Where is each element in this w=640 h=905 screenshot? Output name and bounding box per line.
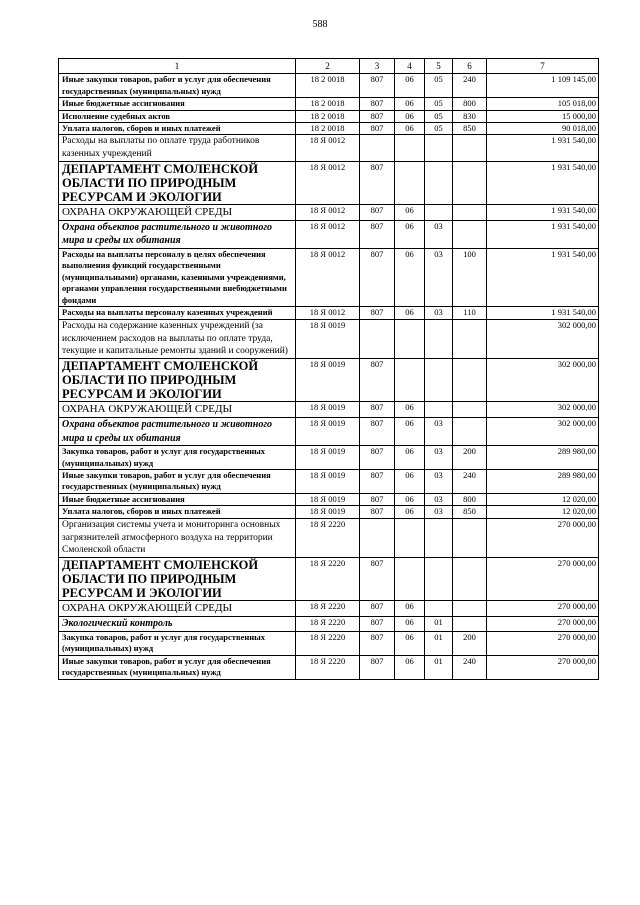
amount: 270 000,00	[487, 518, 599, 557]
table-row	[59, 631, 599, 655]
expense-type-code: 850	[453, 123, 487, 135]
amount: 1 931 540,00	[487, 162, 599, 205]
section-code: 06	[395, 205, 425, 221]
row-name: Уплата налогов, сборов и иных платежей	[59, 123, 296, 135]
table-row	[59, 98, 599, 110]
amount: 1 931 540,00	[487, 307, 599, 319]
header-row	[59, 59, 599, 74]
amount: 15 000,00	[487, 110, 599, 122]
amount: 289 980,00	[487, 469, 599, 493]
expense-type-code: 830	[453, 110, 487, 122]
table-row	[59, 162, 599, 205]
expense-type-code: 200	[453, 446, 487, 470]
target-code: 18 2 0018	[296, 110, 360, 122]
ministry-code: 807	[360, 493, 395, 505]
amount: 270 000,00	[487, 617, 599, 632]
amount: 302 000,00	[487, 359, 599, 402]
amount: 105 018,00	[487, 98, 599, 110]
target-code: 18 Я 0012	[296, 135, 360, 162]
amount: 302 000,00	[487, 418, 599, 446]
section-code: 06	[395, 248, 425, 306]
row-name: Уплата налогов, сборов и иных платежей	[59, 506, 296, 518]
ministry-code: 807	[360, 98, 395, 110]
header-cell: 3	[360, 59, 395, 74]
section-code: 06	[395, 402, 425, 418]
expense-type-code	[453, 162, 487, 205]
ministry-code	[360, 319, 395, 358]
section-code: 06	[395, 506, 425, 518]
section-code: 06	[395, 617, 425, 632]
page-number: 588	[312, 19, 328, 30]
subsection-code: 01	[425, 655, 453, 679]
row-name: Иные закупки товаров, работ и услуг для обеспечения государственных (муниципальных) нужд	[59, 74, 296, 98]
expense-type-code	[453, 558, 487, 601]
expense-type-code	[453, 402, 487, 418]
target-code: 18 Я 0019	[296, 319, 360, 358]
target-code: 18 Я 2220	[296, 655, 360, 679]
ministry-code: 807	[360, 418, 395, 446]
subsection-code: 05	[425, 74, 453, 98]
amount: 1 931 540,00	[487, 248, 599, 306]
expense-type-code: 100	[453, 248, 487, 306]
amount: 302 000,00	[487, 319, 599, 358]
header-cell: 5	[425, 59, 453, 74]
budget-table	[58, 58, 599, 680]
amount: 1 931 540,00	[487, 220, 599, 248]
table-row	[59, 469, 599, 493]
section-code	[395, 359, 425, 402]
target-code: 18 Я 0012	[296, 205, 360, 221]
row-name: Расходы на выплаты персоналу в целях обеспечения выполнения функций государственными (муниципальными) органами, казенными учреждениями, органами управления государственными внебюджетными фондами	[59, 248, 296, 306]
amount: 1 931 540,00	[487, 135, 599, 162]
table-row	[59, 418, 599, 446]
row-name: ОХРАНА ОКРУЖАЮЩЕЙ СРЕДЫ	[59, 601, 296, 617]
section-code: 06	[395, 601, 425, 617]
subsection-code: 03	[425, 248, 453, 306]
table-row	[59, 248, 599, 306]
row-name: Иные закупки товаров, работ и услуг для обеспечения государственных (муниципальных) нужд	[59, 655, 296, 679]
table-row	[59, 655, 599, 679]
row-name: Охрана объектов растительного и животного мира и среды их обитания	[59, 418, 296, 446]
subsection-code	[425, 319, 453, 358]
expense-type-code: 200	[453, 631, 487, 655]
expense-type-code	[453, 359, 487, 402]
ministry-code	[360, 518, 395, 557]
row-name: Расходы на выплаты персоналу казенных учреждений	[59, 307, 296, 319]
target-code: 18 Я 0012	[296, 162, 360, 205]
section-code: 06	[395, 110, 425, 122]
table-row	[59, 493, 599, 505]
section-code: 06	[395, 220, 425, 248]
expense-type-code: 850	[453, 506, 487, 518]
section-code: 06	[395, 446, 425, 470]
row-name: Организация системы учета и мониторинга основных загрязнителей атмосферного воздуха на территории Смоленской области	[59, 518, 296, 557]
row-name: ДЕПАРТАМЕНТ СМОЛЕНСКОЙ ОБЛАСТИ ПО ПРИРОДНЫМ РЕСУРСАМ И ЭКОЛОГИИ	[59, 359, 296, 402]
subsection-code	[425, 558, 453, 601]
section-code: 06	[395, 469, 425, 493]
target-code: 18 Я 0019	[296, 506, 360, 518]
expense-type-code	[453, 319, 487, 358]
expense-type-code	[453, 205, 487, 221]
amount: 289 980,00	[487, 446, 599, 470]
header-cell: 4	[395, 59, 425, 74]
subsection-code	[425, 518, 453, 557]
ministry-code: 807	[360, 248, 395, 306]
ministry-code: 807	[360, 74, 395, 98]
expense-type-code	[453, 220, 487, 248]
expense-type-code	[453, 617, 487, 632]
ministry-code: 807	[360, 631, 395, 655]
row-name: Закупка товаров, работ и услуг для государственных (муниципальных) нужд	[59, 446, 296, 470]
subsection-code: 05	[425, 98, 453, 110]
row-name: ОХРАНА ОКРУЖАЮЩЕЙ СРЕДЫ	[59, 205, 296, 221]
amount: 270 000,00	[487, 558, 599, 601]
target-code: 18 Я 0019	[296, 493, 360, 505]
ministry-code: 807	[360, 446, 395, 470]
table-row	[59, 601, 599, 617]
expense-type-code: 240	[453, 469, 487, 493]
target-code: 18 Я 0012	[296, 307, 360, 319]
expense-type-code	[453, 418, 487, 446]
ministry-code: 807	[360, 359, 395, 402]
target-code: 18 Я 0012	[296, 248, 360, 306]
header-cell: 7	[487, 59, 599, 74]
subsection-code	[425, 162, 453, 205]
table-row	[59, 617, 599, 632]
section-code: 06	[395, 493, 425, 505]
subsection-code: 03	[425, 307, 453, 319]
subsection-code: 05	[425, 123, 453, 135]
section-code	[395, 558, 425, 601]
ministry-code: 807	[360, 110, 395, 122]
target-code: 18 2 0018	[296, 74, 360, 98]
target-code: 18 Я 2220	[296, 617, 360, 632]
subsection-code: 03	[425, 220, 453, 248]
ministry-code: 807	[360, 506, 395, 518]
section-code	[395, 162, 425, 205]
ministry-code: 807	[360, 162, 395, 205]
target-code: 18 Я 2220	[296, 631, 360, 655]
amount: 270 000,00	[487, 655, 599, 679]
section-code	[395, 319, 425, 358]
section-code: 06	[395, 307, 425, 319]
ministry-code: 807	[360, 558, 395, 601]
target-code: 18 Я 0019	[296, 418, 360, 446]
target-code: 18 Я 2220	[296, 558, 360, 601]
target-code: 18 Я 0019	[296, 402, 360, 418]
amount: 1 109 145,00	[487, 74, 599, 98]
subsection-code	[425, 205, 453, 221]
target-code: 18 Я 0019	[296, 446, 360, 470]
table-row	[59, 402, 599, 418]
amount: 1 931 540,00	[487, 205, 599, 221]
target-code: 18 Я 2220	[296, 518, 360, 557]
header-cell: 6	[453, 59, 487, 74]
row-name: ОХРАНА ОКРУЖАЮЩЕЙ СРЕДЫ	[59, 402, 296, 418]
table-row	[59, 319, 599, 358]
target-code: 18 2 0018	[296, 123, 360, 135]
expense-type-code: 240	[453, 74, 487, 98]
section-code: 06	[395, 123, 425, 135]
target-code: 18 2 0018	[296, 98, 360, 110]
table-row	[59, 135, 599, 162]
ministry-code: 807	[360, 469, 395, 493]
amount: 12 020,00	[487, 506, 599, 518]
header-cell: 2	[296, 59, 360, 74]
subsection-code: 03	[425, 446, 453, 470]
subsection-code	[425, 601, 453, 617]
row-name: Иные закупки товаров, работ и услуг для обеспечения государственных (муниципальных) нужд	[59, 469, 296, 493]
amount: 302 000,00	[487, 402, 599, 418]
expense-type-code: 800	[453, 493, 487, 505]
table-row	[59, 74, 599, 98]
table-row	[59, 123, 599, 135]
subsection-code: 05	[425, 110, 453, 122]
row-name: Иные бюджетные ассигнования	[59, 98, 296, 110]
target-code: 18 Я 2220	[296, 601, 360, 617]
target-code: 18 Я 0012	[296, 220, 360, 248]
amount: 270 000,00	[487, 601, 599, 617]
ministry-code: 807	[360, 205, 395, 221]
ministry-code: 807	[360, 601, 395, 617]
table-row	[59, 558, 599, 601]
section-code	[395, 135, 425, 162]
subsection-code	[425, 359, 453, 402]
section-code	[395, 518, 425, 557]
amount: 90 018,00	[487, 123, 599, 135]
row-name: ДЕПАРТАМЕНТ СМОЛЕНСКОЙ ОБЛАСТИ ПО ПРИРОДНЫМ РЕСУРСАМ И ЭКОЛОГИИ	[59, 162, 296, 205]
row-name: Исполнение судебных актов	[59, 110, 296, 122]
table-row	[59, 307, 599, 319]
ministry-code: 807	[360, 220, 395, 248]
ministry-code: 807	[360, 402, 395, 418]
subsection-code: 01	[425, 631, 453, 655]
table-row	[59, 446, 599, 470]
row-name: ДЕПАРТАМЕНТ СМОЛЕНСКОЙ ОБЛАСТИ ПО ПРИРОДНЫМ РЕСУРСАМ И ЭКОЛОГИИ	[59, 558, 296, 601]
expense-type-code: 240	[453, 655, 487, 679]
subsection-code: 03	[425, 418, 453, 446]
expense-type-code: 110	[453, 307, 487, 319]
amount: 270 000,00	[487, 631, 599, 655]
ministry-code	[360, 135, 395, 162]
subsection-code	[425, 135, 453, 162]
subsection-code: 03	[425, 506, 453, 518]
table-row	[59, 506, 599, 518]
target-code: 18 Я 0019	[296, 359, 360, 402]
row-name: Закупка товаров, работ и услуг для государственных (муниципальных) нужд	[59, 631, 296, 655]
section-code: 06	[395, 631, 425, 655]
target-code: 18 Я 0019	[296, 469, 360, 493]
table-row	[59, 359, 599, 402]
table-row	[59, 205, 599, 221]
section-code: 06	[395, 655, 425, 679]
expense-type-code: 800	[453, 98, 487, 110]
row-name: Охрана объектов растительного и животного мира и среды их обитания	[59, 220, 296, 248]
table-row	[59, 518, 599, 557]
row-name: Иные бюджетные ассигнования	[59, 493, 296, 505]
row-name: Экологический контроль	[59, 617, 296, 632]
ministry-code: 807	[360, 307, 395, 319]
section-code: 06	[395, 98, 425, 110]
expense-type-code	[453, 601, 487, 617]
ministry-code: 807	[360, 123, 395, 135]
row-name: Расходы на содержание казенных учреждений (за исключением расходов на выплаты по оплате труда, текущие и капитальные ремонты зданий и сооружений)	[59, 319, 296, 358]
subsection-code: 01	[425, 617, 453, 632]
subsection-code	[425, 402, 453, 418]
header-cell: 1	[59, 59, 296, 74]
expense-type-code	[453, 135, 487, 162]
subsection-code: 03	[425, 493, 453, 505]
expense-type-code	[453, 518, 487, 557]
ministry-code: 807	[360, 655, 395, 679]
subsection-code: 03	[425, 469, 453, 493]
ministry-code: 807	[360, 617, 395, 632]
section-code: 06	[395, 418, 425, 446]
table-row	[59, 220, 599, 248]
table-row	[59, 110, 599, 122]
row-name: Расходы на выплаты по оплате труда работников казенных учреждений	[59, 135, 296, 162]
amount: 12 020,00	[487, 493, 599, 505]
section-code: 06	[395, 74, 425, 98]
